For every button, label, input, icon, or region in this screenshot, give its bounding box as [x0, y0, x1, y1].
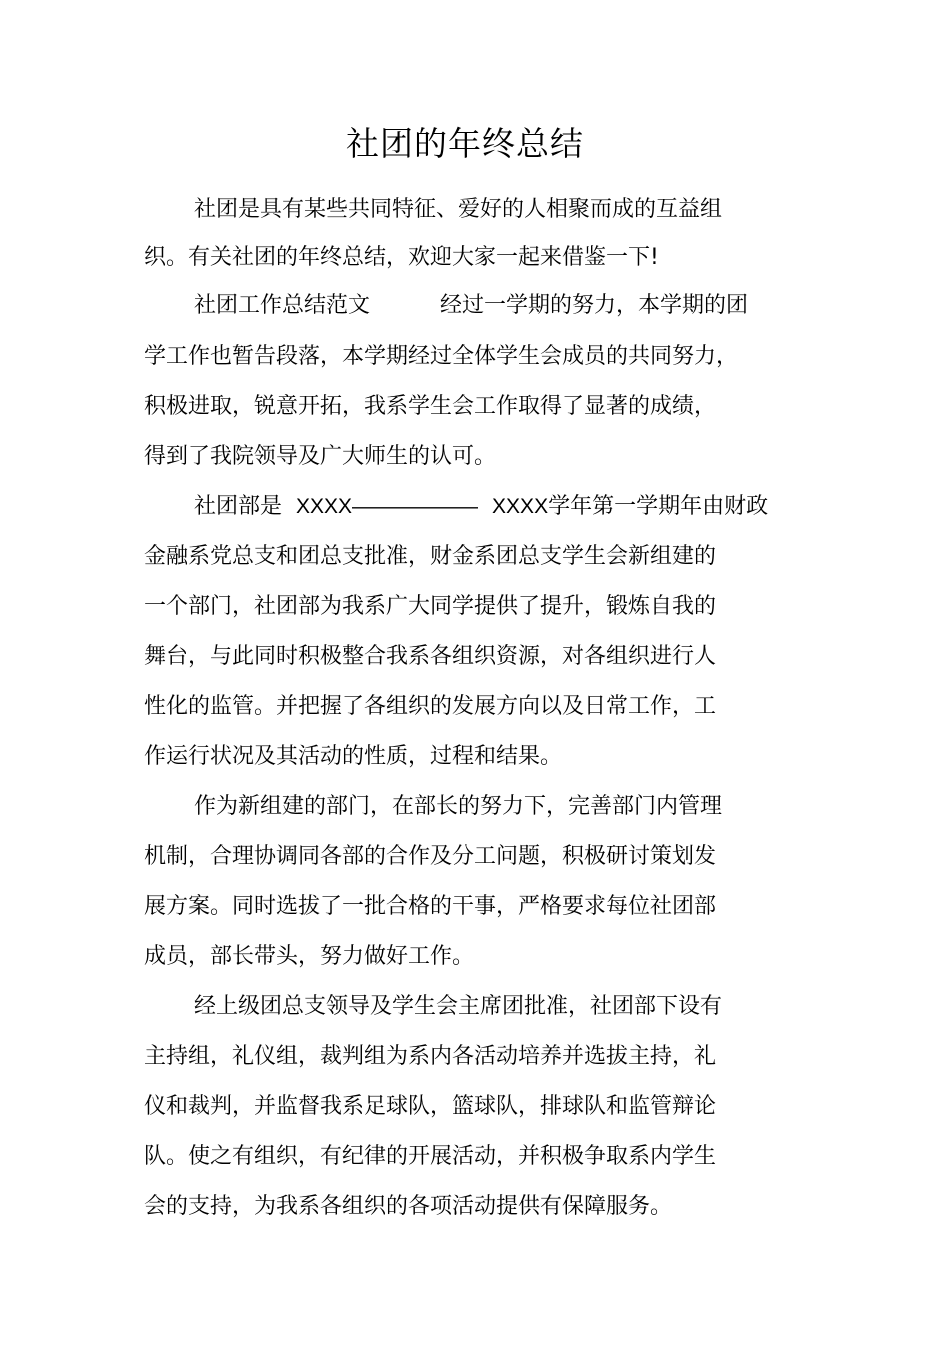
text-line: 作为新组建的部门，在部长的努力下，完善部门内管理 [194, 794, 723, 819]
text-line [194, 291, 748, 321]
text-line: 会的支持，为我系各组织的各项活动提供有保障服务。 [144, 1194, 673, 1219]
text-segment: 社团部是 [194, 494, 283, 519]
text-line: 队。使之有组织，有纪律的开展活动，并积极争取系内学生 [144, 1144, 717, 1169]
text-line: 成员，部长带头，努力做好工作。 [144, 944, 475, 969]
text-line: 积极进取，锐意开拓，我系学生会工作取得了显著的成绩， [144, 394, 717, 419]
text-line: 作运行状况及其活动的性质，过程和结果。 [144, 744, 563, 769]
text-line: 社团是具有某些共同特征、爱好的人相聚而成的互益组 [194, 197, 723, 222]
text-line: 织。有关社团的年终总结，欢迎大家一起来借鉴一下! [144, 245, 659, 270]
text-line: 经上级团总支领导及学生会主席团批准，社团部下设有 [194, 994, 723, 1019]
text-line: 金融系党总支和团总支批准，财金系团总支学生会新组建的 [144, 544, 717, 569]
text-line: 学工作也暂告段落，本学期经过全体学生会成员的共同努力， [144, 344, 739, 369]
text-line: 仪和裁判，并监督我系足球队，篮球队，排球队和监管辩论 [144, 1094, 717, 1119]
placeholder-year: XXXX [492, 495, 549, 518]
text-segment: 学年第一学期年由财政 [548, 494, 769, 519]
text-line: 舞台，与此同时积极整合我系各组织资源，对各组织进行人 [144, 644, 717, 669]
section-heading: 社团工作总结范文 [194, 293, 371, 318]
text-line: 主持组，礼仪组，裁判组为系内各活动培养并选拔主持，礼 [144, 1044, 717, 1069]
placeholder-year-range: XXXX—————— [296, 495, 479, 518]
text-line: 展方案。同时选拔了一批合格的干事，严格要求每位社团部 [144, 894, 717, 919]
text-line: 得到了我院领导及广大师生的认可。 [144, 444, 497, 469]
text-segment: 经过一学期的努力，本学期的团 [440, 293, 749, 318]
text-line: 机制，合理协调同各部的合作及分工问题，积极研讨策划发 [144, 844, 717, 869]
text-line: 性化的监管。并把握了各组织的发展方向以及日常工作，工 [144, 694, 717, 719]
document-title: 社团的年终总结 [346, 124, 584, 163]
text-line: 一个部门，社团部为我系广大同学提供了提升，锻炼自我的 [144, 594, 717, 619]
text-line [194, 492, 768, 522]
